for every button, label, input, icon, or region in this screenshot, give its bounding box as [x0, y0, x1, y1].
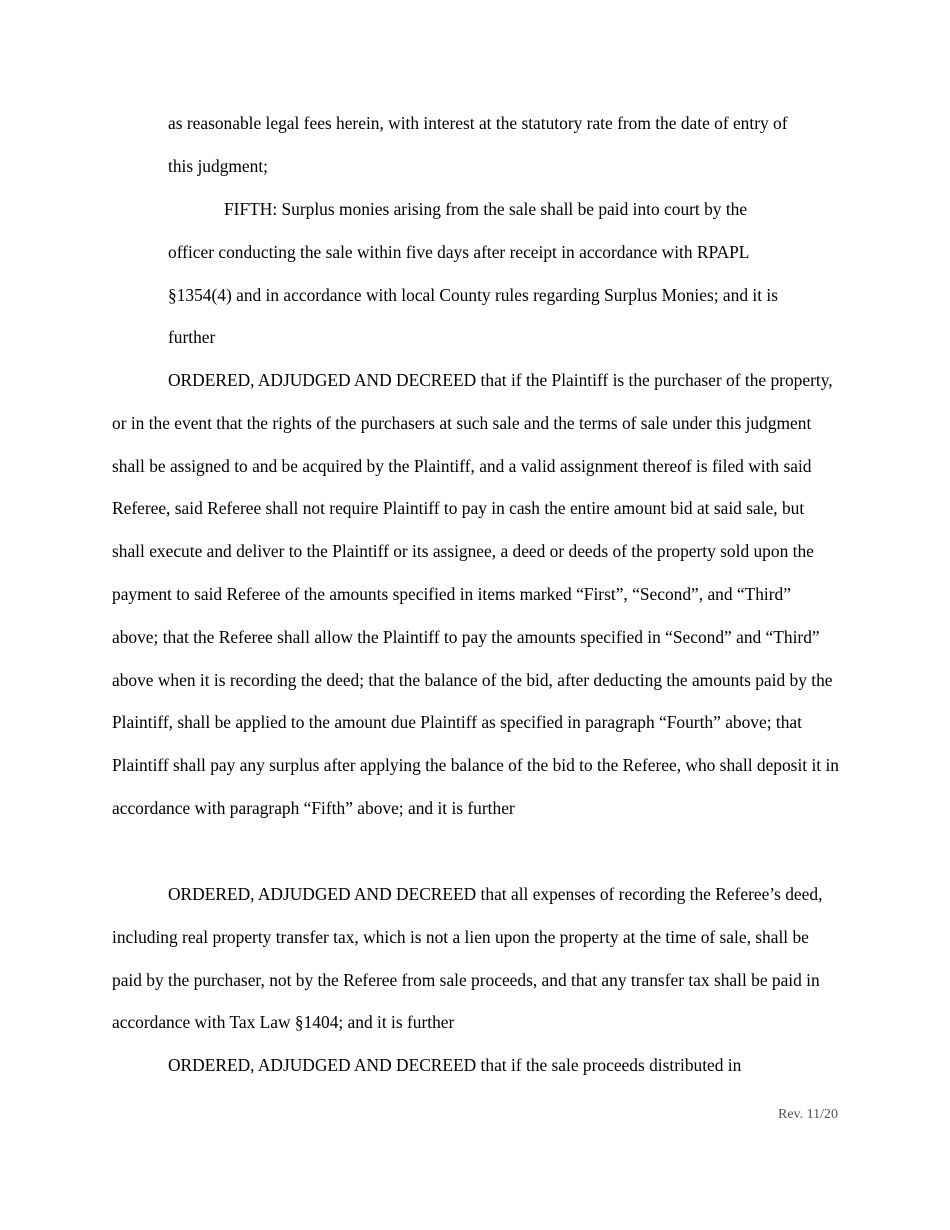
revision-footer: Rev. 11/20: [777, 1107, 838, 1122]
paragraph-legal-fees: as reasonable legal fees herein, with interest at the statutory rate from the date of entry of this judgment;: [168, 113, 788, 176]
paragraph-ordered-sale-proceeds: ORDERED, ADJUDGED AND DECREED that if the sale proceeds distributed in: [168, 1055, 742, 1075]
paragraph-fifth-surplus: FIFTH: Surplus monies arising from the sale shall be paid into court by the officer conducting the sale within five days after receipt in accordance with RPAPL §1354(4) and in accordance with local County rules regarding Surplus Monies; and it is further: [168, 199, 778, 348]
paragraph-ordered-plaintiff-purchaser: ORDERED, ADJUDGED AND DECREED that if the Plaintiff is the purchaser of the property, or in the event that the rights of the purchasers at such sale and the terms of sale under this judgment shall be assigned to and be acquired by the Plaintiff, and a valid assignment thereof is filed with said Referee, said Referee shall not require Plaintiff to pay in cash the entire amount bid at said sale, but shall execute and deliver to the Plaintiff or its assignee, a deed or deeds of the property sold upon the payment to said Referee of the amounts specified in items marked “First”, “Second”, and “Third” above; that the Referee shall allow the Plaintiff to pay the amounts specified in “Second” and “Third” above when it is recording the deed; that the balance of the bid, after deducting the amounts paid by the Plaintiff, shall be applied to the amount due Plaintiff as specified in paragraph “Fourth” above; that Plaintiff shall pay any surplus after applying the balance of the bid to the Referee, who shall deposit it in accordance with paragraph “Fifth” above; and it is further: [112, 370, 840, 818]
paragraph-ordered-recording-expenses: ORDERED, ADJUDGED AND DECREED that all expenses of recording the Referee’s deed, including real property transfer tax, which is not a lien upon the property at the time of sale, shall be paid by the purchaser, not by the Referee from sale proceeds, and that any transfer tax shall be paid in accordance with Tax Law §1404; and it is further: [112, 884, 823, 1033]
